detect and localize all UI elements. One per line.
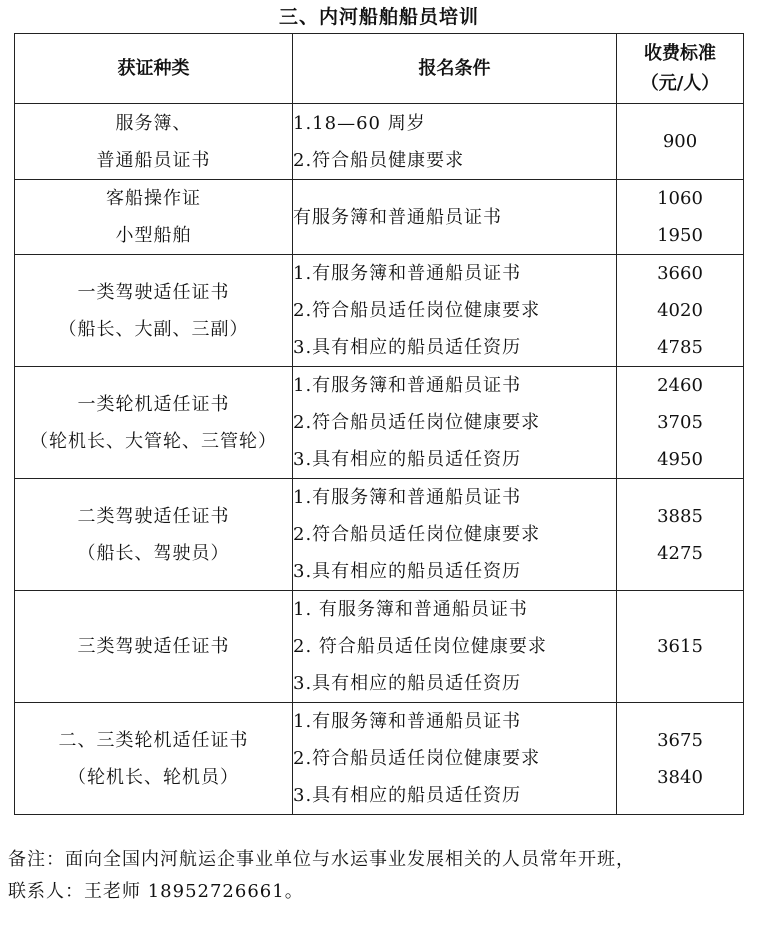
certificate-type-cell <box>15 479 293 591</box>
training-fee-table <box>14 33 744 815</box>
fee-cell <box>617 255 744 367</box>
requirement-line: 3.具有相应的船员适任资历 <box>293 785 522 806</box>
requirement-line: 3.具有相应的船员适任资历 <box>293 561 522 582</box>
requirements-cell <box>293 703 617 815</box>
fee-value: 2460 <box>657 375 703 396</box>
fee-value: 4020 <box>657 300 703 321</box>
certificate-type-line: 一类轮机适任证书 <box>77 393 230 415</box>
requirement-line: 3.具有相应的船员适任资历 <box>293 337 522 358</box>
remark-note <box>8 844 753 908</box>
header-requirements: 报名条件 <box>293 34 617 104</box>
fee-value: 1950 <box>657 225 703 246</box>
table-row <box>15 104 744 180</box>
fee-value: 3885 <box>657 505 703 527</box>
requirement-line: 2.符合船员健康要求 <box>293 149 465 171</box>
requirements-cell <box>293 255 617 367</box>
certificate-type-line: 二、三类轮机适任证书 <box>58 729 249 751</box>
requirements-cell <box>293 367 617 479</box>
page-title: 三、内河船舶船员培训 <box>278 6 479 28</box>
certificate-type-line: 三类驾驶适任证书 <box>77 636 230 657</box>
requirements-cell <box>293 180 617 255</box>
certificate-type-cell <box>15 703 293 815</box>
fee-value: 3660 <box>657 263 703 284</box>
fee-value: 3675 <box>657 729 703 751</box>
remark-line-1: 备注：面向全国内河航运企事业单位与水运事业发展相关的人员常年开班， <box>8 849 635 870</box>
requirement-line: 1.有服务簿和普通船员证书 <box>293 263 522 284</box>
fee-cell <box>617 180 744 255</box>
fee-value: 4785 <box>657 337 703 358</box>
fee-value: 4275 <box>657 542 703 564</box>
requirement-line: 1.有服务簿和普通船员证书 <box>293 375 522 396</box>
requirement-line: 2. 符合船员适任岗位健康要求 <box>293 636 547 657</box>
certificate-type-line: （船长、驾驶员） <box>77 542 230 564</box>
fee-cell <box>617 591 744 703</box>
fee-value: 1060 <box>657 188 703 209</box>
table-row <box>15 255 744 367</box>
fee-value: 3615 <box>657 636 703 657</box>
requirement-line: 3.具有相应的船员适任资历 <box>293 673 522 694</box>
fee-value: 4950 <box>657 449 703 470</box>
header-fee-label: 收费标准 <box>644 42 716 64</box>
header-certificate-type: 获证种类 <box>15 34 293 104</box>
certificate-type-line: 服务簿、 <box>115 112 192 134</box>
remark-line-2: 联系人：王老师 18952726661。 <box>8 881 304 902</box>
table-row <box>15 180 744 255</box>
requirement-line: 1.有服务簿和普通船员证书 <box>293 711 522 732</box>
table-row <box>15 703 744 815</box>
requirement-line: 有服务簿和普通船员证书 <box>293 206 502 228</box>
certificate-type-line: 客船操作证 <box>106 188 201 209</box>
fee-value: 3840 <box>657 766 703 788</box>
certificate-type-cell <box>15 367 293 479</box>
certificate-type-line: 一类驾驶适任证书 <box>77 281 230 303</box>
certificate-type-cell <box>15 255 293 367</box>
fee-cell <box>617 703 744 815</box>
requirement-line: 2.符合船员适任岗位健康要求 <box>293 412 541 433</box>
table-row <box>15 591 744 703</box>
fee-cell <box>617 104 744 180</box>
header-fee <box>617 34 744 104</box>
requirement-line: 1. 有服务簿和普通船员证书 <box>293 599 528 620</box>
certificate-type-cell <box>15 591 293 703</box>
table-row <box>15 479 744 591</box>
certificate-type-line: 小型船舶 <box>115 225 192 246</box>
certificate-type-cell <box>15 180 293 255</box>
requirement-line: 2.符合船员适任岗位健康要求 <box>293 748 541 769</box>
certificate-type-line: （轮机长、轮机员） <box>68 766 239 788</box>
requirements-cell <box>293 104 617 180</box>
requirements-cell <box>293 479 617 591</box>
certificate-type-line: 普通船员证书 <box>96 149 211 171</box>
requirement-line: 3.具有相应的船员适任资历 <box>293 449 522 470</box>
table-header-row <box>15 34 744 104</box>
requirement-line: 2.符合船员适任岗位健康要求 <box>293 300 541 321</box>
certificate-type-line: （船长、大副、三副） <box>58 318 249 340</box>
fee-value: 3705 <box>657 412 703 433</box>
certificate-type-cell <box>15 104 293 180</box>
header-fee-unit: （元/人） <box>640 72 720 94</box>
requirement-line: 2.符合船员适任岗位健康要求 <box>293 524 541 545</box>
table-row <box>15 367 744 479</box>
fee-cell <box>617 479 744 591</box>
certificate-type-line: 二类驾驶适任证书 <box>77 505 230 527</box>
certificate-type-line: （轮机长、大管轮、三管轮） <box>30 430 277 452</box>
fee-cell <box>617 367 744 479</box>
requirement-line: 1.18—60 周岁 <box>293 112 426 134</box>
requirement-line: 1.有服务簿和普通船员证书 <box>293 487 522 508</box>
fee-value: 900 <box>662 131 698 152</box>
requirements-cell <box>293 591 617 703</box>
